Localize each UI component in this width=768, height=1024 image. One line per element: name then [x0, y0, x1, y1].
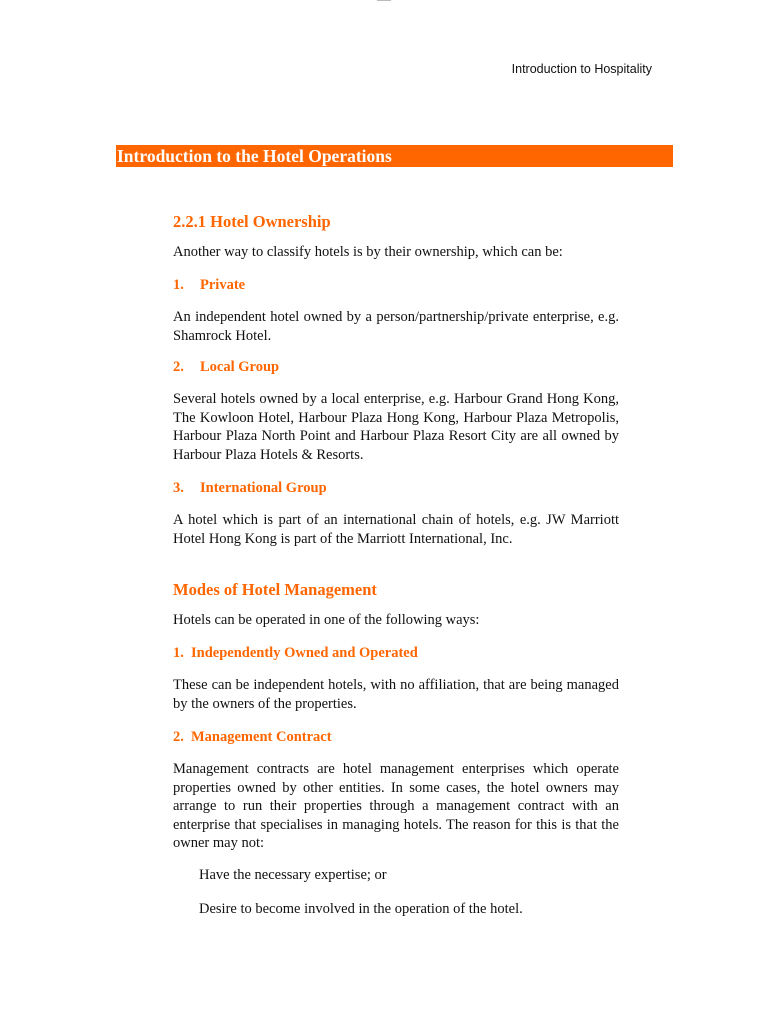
list-label: Local Group — [200, 359, 280, 375]
management-item-contract-text: Management contracts are hotel management enterprises which operate properties owned by other entities. In some cases, the hotel owners may arrange to run their properties through a management contract with an enterprise that specialises in managing hotels. The reason for this is that the owner may not: — [173, 761, 619, 851]
ownership-item-private-text: An independent hotel owned by a person/partnership/private enterprise, e.g. Shamrock Hotel. — [173, 309, 619, 344]
ownership-item-local-heading — [173, 358, 619, 376]
chapter-title-bar — [116, 145, 673, 167]
ownership-heading: 2.2.1 Hotel Ownership — [173, 212, 331, 231]
list-label: International Group — [200, 480, 327, 496]
page-top-mark — [377, 0, 391, 1]
ownership-item-local-text: Several hotels owned by a local enterprise, e.g. Harbour Grand Hong Kong, The Kowloon Hotel, Harbour Plaza Hong Kong, Harbour Plaza Metropolis, Harbour Plaza North Point and Harbour Plaza Resort City are all owned by Harbour Plaza Hotels & Resorts. — [173, 391, 619, 463]
management-item-independent-text: These can be independent hotels, with no affiliation, that are being managed by the owners of the properties. — [173, 677, 619, 712]
list-label: Management Contract — [191, 729, 332, 745]
management-reason-involvement: Desire to become involved in the operation of the hotel. — [199, 901, 523, 917]
list-label: Private — [200, 277, 246, 293]
ownership-item-international-heading — [173, 479, 619, 497]
management-intro: Hotels can be operated in one of the following ways: — [173, 612, 480, 628]
management-reason-expertise: Have the necessary expertise; or — [199, 867, 387, 883]
management-item-independent-heading — [173, 644, 619, 662]
list-number: 2. — [173, 359, 184, 375]
running-header: Introduction to Hospitality — [511, 62, 652, 76]
list-number: 2. — [173, 729, 184, 745]
management-item-contract-heading — [173, 728, 619, 746]
ownership-item-international-text: A hotel which is part of an international chain of hotels, e.g. JW Marriott Hotel Hong Kong is part of the Marriott International, Inc. — [173, 512, 619, 547]
list-number: 1. — [173, 645, 184, 661]
list-label: Independently Owned and Operated — [191, 645, 418, 661]
ownership-intro: Another way to classify hotels is by their ownership, which can be: — [173, 244, 563, 260]
list-number: 1. — [173, 277, 184, 293]
management-heading: Modes of Hotel Management — [173, 580, 377, 599]
list-number: 3. — [173, 480, 184, 496]
ownership-item-private-heading — [173, 276, 619, 294]
chapter-title: Introduction to the Hotel Operations — [117, 146, 392, 166]
